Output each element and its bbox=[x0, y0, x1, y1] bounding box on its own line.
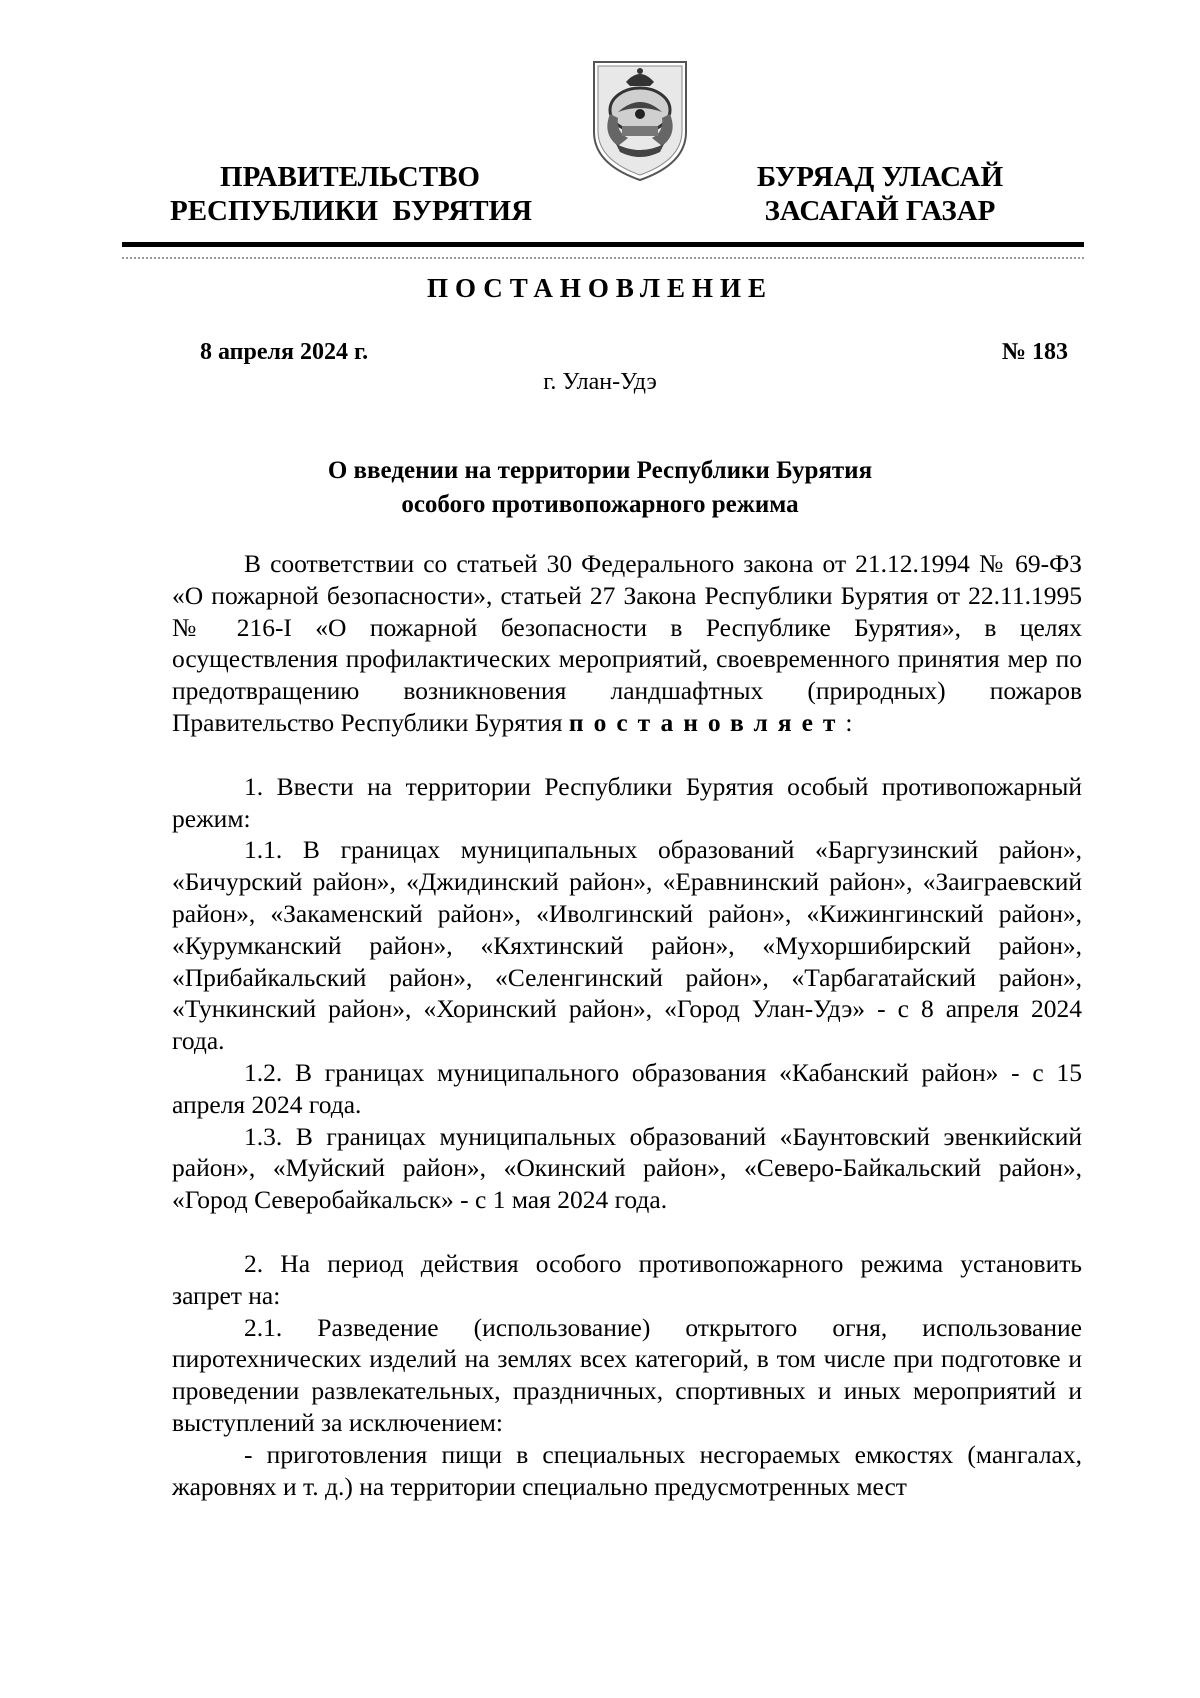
document-date: 8 апреля 2024 г. bbox=[200, 339, 369, 365]
document-title-line2: особого противопожарного режима bbox=[401, 491, 799, 518]
government-name-line2: РЕСПУБЛИКИ БУРЯТИЯ bbox=[170, 195, 533, 227]
clause-2-1-exception: - приготовления пищи в специальных несгораемых емкостях (мангалах, жаровнях и т. д.) на территории специально предусмотренных мест bbox=[172, 1439, 1082, 1501]
government-name-buryat-line2: ЗАСАГАЙ ГАЗАР bbox=[764, 195, 996, 227]
coat-of-arms-emblem-icon bbox=[588, 52, 692, 184]
government-name-line1: ПРАВИТЕЛЬСТВО bbox=[220, 161, 480, 193]
clause-1-3: 1.3. В границах муниципальных образований «Баунтовский эвенкийский район», «Муйский район», «Окинский район», «Северо-Байкальский район», «Город Северобайкальск» - с 1 мая 2024 года. bbox=[172, 1121, 1082, 1215]
header-divider-thick bbox=[122, 242, 1084, 247]
clause-2-1: 2.1. Разведение (использование) открытого огня, использование пиротехнических изделий на землях всех категорий, в том числе при подготовке и проведении развлекательных, праздничных, спортивных и иных мероприятий и выступлений за исключением: bbox=[172, 1312, 1082, 1437]
government-name-buryat bbox=[745, 160, 1015, 228]
document-number: № 183 bbox=[1001, 339, 1068, 365]
clause-1-2: 1.2. В границах муниципального образования «Кабанский район» - с 15 апреля 2024 года. bbox=[172, 1057, 1082, 1119]
clause-1-1: 1.1. В границах муниципальных образований «Баргузинский район», «Бичурский район», «Джидинский район», «Еравнинский район», «Заиграевский район», «Закаменский район», «Иволгинский район», «Кижингинский район», «Курумканский район», «Кяхтинский район», «Мухоршибирский район», «Прибайкальский район», «Селенгинский район», «Тарбагатайский район», «Тункинский район», «Хоринский район», «Город Улан-Удэ» - с 8 апреля 2024 года. bbox=[172, 835, 1082, 1056]
clause-2: 2. На период действия особого противопожарного режима установить запрет на: bbox=[172, 1248, 1082, 1310]
government-name-russian bbox=[170, 160, 533, 228]
preamble-paragraph bbox=[172, 548, 1082, 739]
document-title bbox=[0, 454, 1200, 522]
document-type: ПОСТАНОВЛЕНИЕ bbox=[426, 273, 774, 303]
decree-word: постановляет bbox=[568, 707, 846, 737]
government-name-buryat-line1: БУРЯАД УЛАСАЙ bbox=[756, 161, 1004, 193]
clause-1: 1. Ввести на территории Республики Бурятия особый противопожарный режим: bbox=[172, 771, 1082, 833]
document-body bbox=[172, 548, 1082, 1502]
document-title-line1: О введении на территории Республики Бурятия bbox=[327, 457, 873, 484]
preamble-colon: : bbox=[845, 707, 853, 737]
preamble-text: В соответствии со статьей 30 Федерального закона от 21.12.1994 № 69-ФЗ «О пожарной безопасности», статьей 27 Закона Республики Бурятия от 22.11.1995 № 216-I «О пожарной безопасности в Республике Бурятия», в целях осуществления профилактических мероприятий, своевременного принятия мер по предотвращению возникновения ландшафтных (природных) пожаров Правительство Республики Бурятия bbox=[172, 549, 1082, 737]
document-city: г. Улан-Удэ bbox=[543, 369, 657, 395]
header-divider-thin bbox=[122, 257, 1084, 259]
